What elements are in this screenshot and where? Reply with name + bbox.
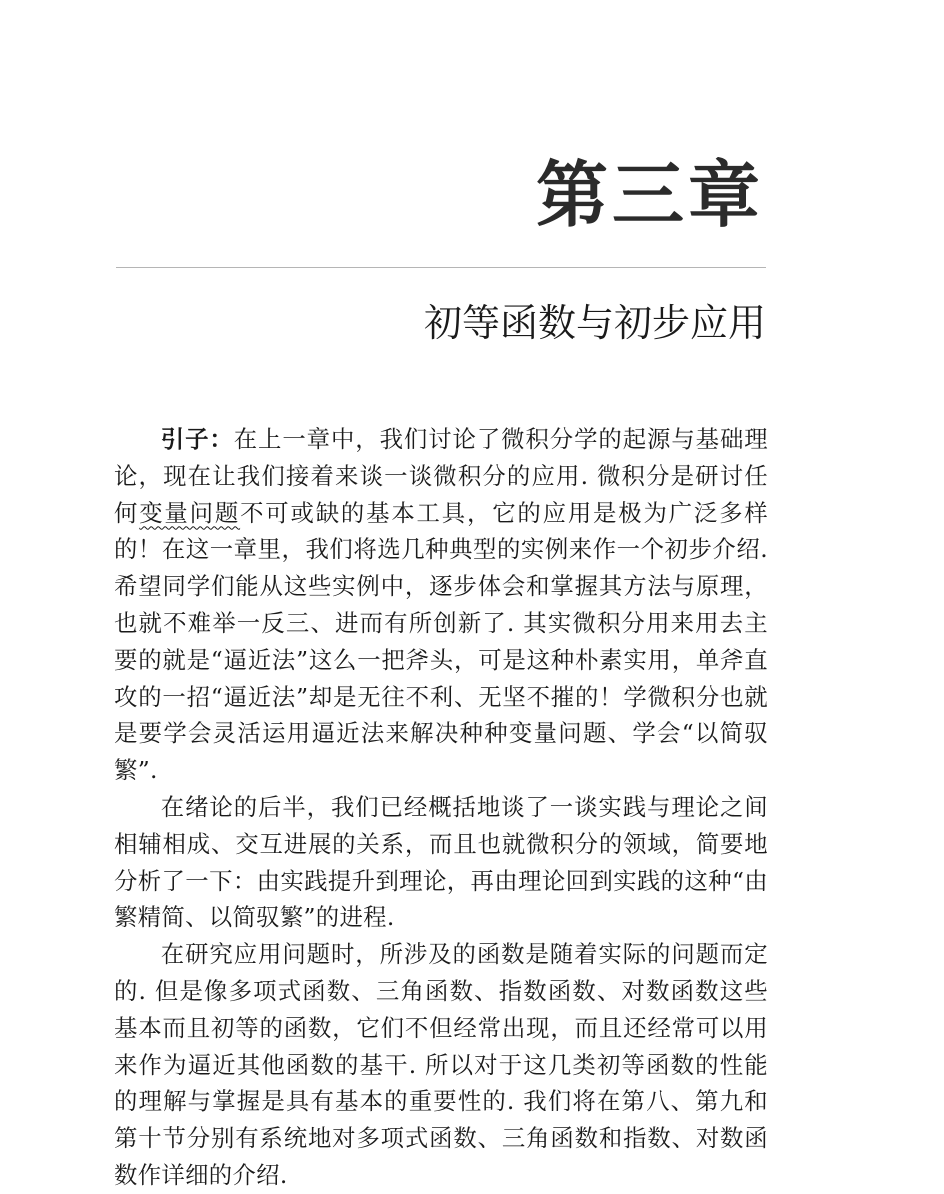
intro-text-after: 不可或缺的基本工具，它的应用是极为广泛多样的！在这一章里，我们将选几种典型的实例来作一个初步介绍. 希望同学们能从这些实例中，逐步体会和掌握其方法与原理，也就不难举一反三、进而有所创新了. 其实微积分用来用去主要的就是“逼近法”这么一把斧头，可是这种朴素实用，单斧直攻的一招“逼近法”却是无往不利、无坚不摧的！学微积分也就是要学会灵活运用逼近法来解决种种变量问题、学会“以简驭繁”. — [114, 498, 768, 785]
wavy-underlined-term: 变量问题 — [139, 498, 241, 527]
title-divider — [116, 267, 766, 268]
intro-lead: 引子： — [160, 425, 234, 453]
intro-text-before: 在上一章中，我们讨论了微积分学的起源与基础理论，现在让我们接着来谈一谈微积分的应用. 微积分是研讨任何 — [114, 425, 768, 527]
chapter-subtitle: 初等函数与初步应用 — [423, 301, 766, 345]
paragraph-2: 在绪论的后半，我们已经概括地谈了一谈实践与理论之间相辅相成、交互进展的关系，而且也就微积分的领域，简要地分析了一下：由实践提升到理论，再由理论回到实践的这种“由繁精简、以简驭繁”的进程. — [114, 792, 768, 932]
chapter-title: 第三章 — [535, 153, 764, 237]
body-text — [114, 421, 768, 1194]
paragraph-3: 在研究应用问题时，所涉及的函数是随着实际的问题而定的. 但是像多项式函数、三角函数、指数函数、对数函数这些基本而且初等的函数，它们不但经常出现，而且还经常可以用来作为逼近其他函数的基干. 所以对于这几类初等函数的性能的理解与掌握是具有基本的重要性的. 我们将在第八、第九和第十节分别有系统地对多项式函数、三角函数和指数、对数函数作详细的介绍. — [114, 940, 768, 1189]
intro-paragraph — [114, 421, 768, 789]
